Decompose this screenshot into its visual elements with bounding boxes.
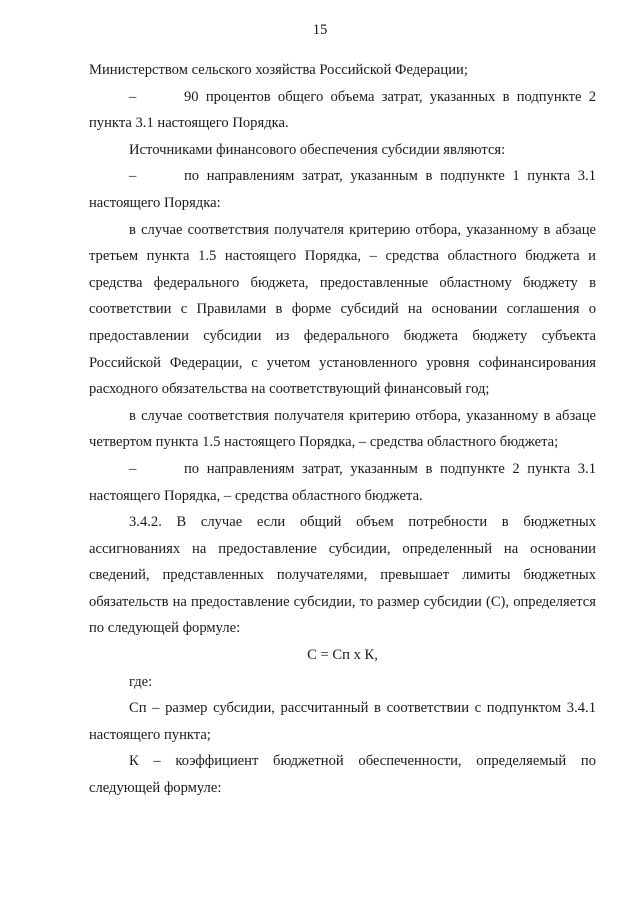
list-item-subpoint-2 (89, 456, 596, 509)
list-item-90-percent (89, 84, 596, 137)
definition-sp: Сп – размер субсидии, рассчитанный в соответствии с подпунктом 3.4.1 настоящего пункта; (89, 700, 596, 743)
list-item-subpoint-1 (89, 163, 596, 216)
paragraph-criterion-fourth: в случае соответствия получателя критерию отбора, указанному в абзаце четвертом пункта 1.5 настоящего Порядка, – средства областного бюджета; (89, 407, 596, 451)
paragraph-ministry: Министерством сельского хозяйства Российской Федерации; (89, 62, 468, 78)
dash-marker: – (129, 460, 137, 477)
paragraph-funding-sources: Источниками финансового обеспечения субсидии являются: (129, 141, 506, 158)
paragraph-where: где: (129, 673, 153, 690)
definition-k: К – коэффициент бюджетной обеспеченности, определяемый по следующей формуле: (89, 753, 596, 797)
dash-marker: – (129, 88, 137, 105)
document-body (89, 57, 596, 802)
dash-marker: – (129, 168, 137, 185)
paragraph-3-4-2: 3.4.2. В случае если общий объем потребности в бюджетных ассигнованиях на предоставление субсидии, определенный на основании сведений, представленных получателями, превышает лимиты бюджетных обязательств на предоставление субсидии, то размер субсидии (С), определяется по следующей формуле: (89, 514, 596, 637)
formula-subsidy: С = Сп х К, (307, 647, 378, 664)
list-item-text: 90 процентов общего объема затрат, указанных в подпункте 2 пункта 3.1 настоящего Порядка. (89, 88, 596, 132)
list-item-text: по направлениям затрат, указанным в подпункте 1 пункта 3.1 настоящего Порядка: (89, 168, 596, 211)
paragraph-criterion-third: в случае соответствия получателя критерию отбора, указанному в абзаце третьем пункта 1.5 настоящего Порядка, – средства областного бюджета и средства федерального бюджета, предоставленные областному бюджету в соответствии с Правилами в форме субсидий на основании соглашения о предоставлении субсидии из федерального бюджета бюджету субъекта Российской Федерации, с учетом установленного уровня софинансирования расходного обязательства на соответствующий финансовый год; (89, 221, 596, 398)
page-number: 15 (312, 22, 328, 38)
list-item-text: по направлениям затрат, указанным в подпункте 2 пункта 3.1 настоящего Порядка, – средства областного бюджета. (89, 460, 596, 504)
